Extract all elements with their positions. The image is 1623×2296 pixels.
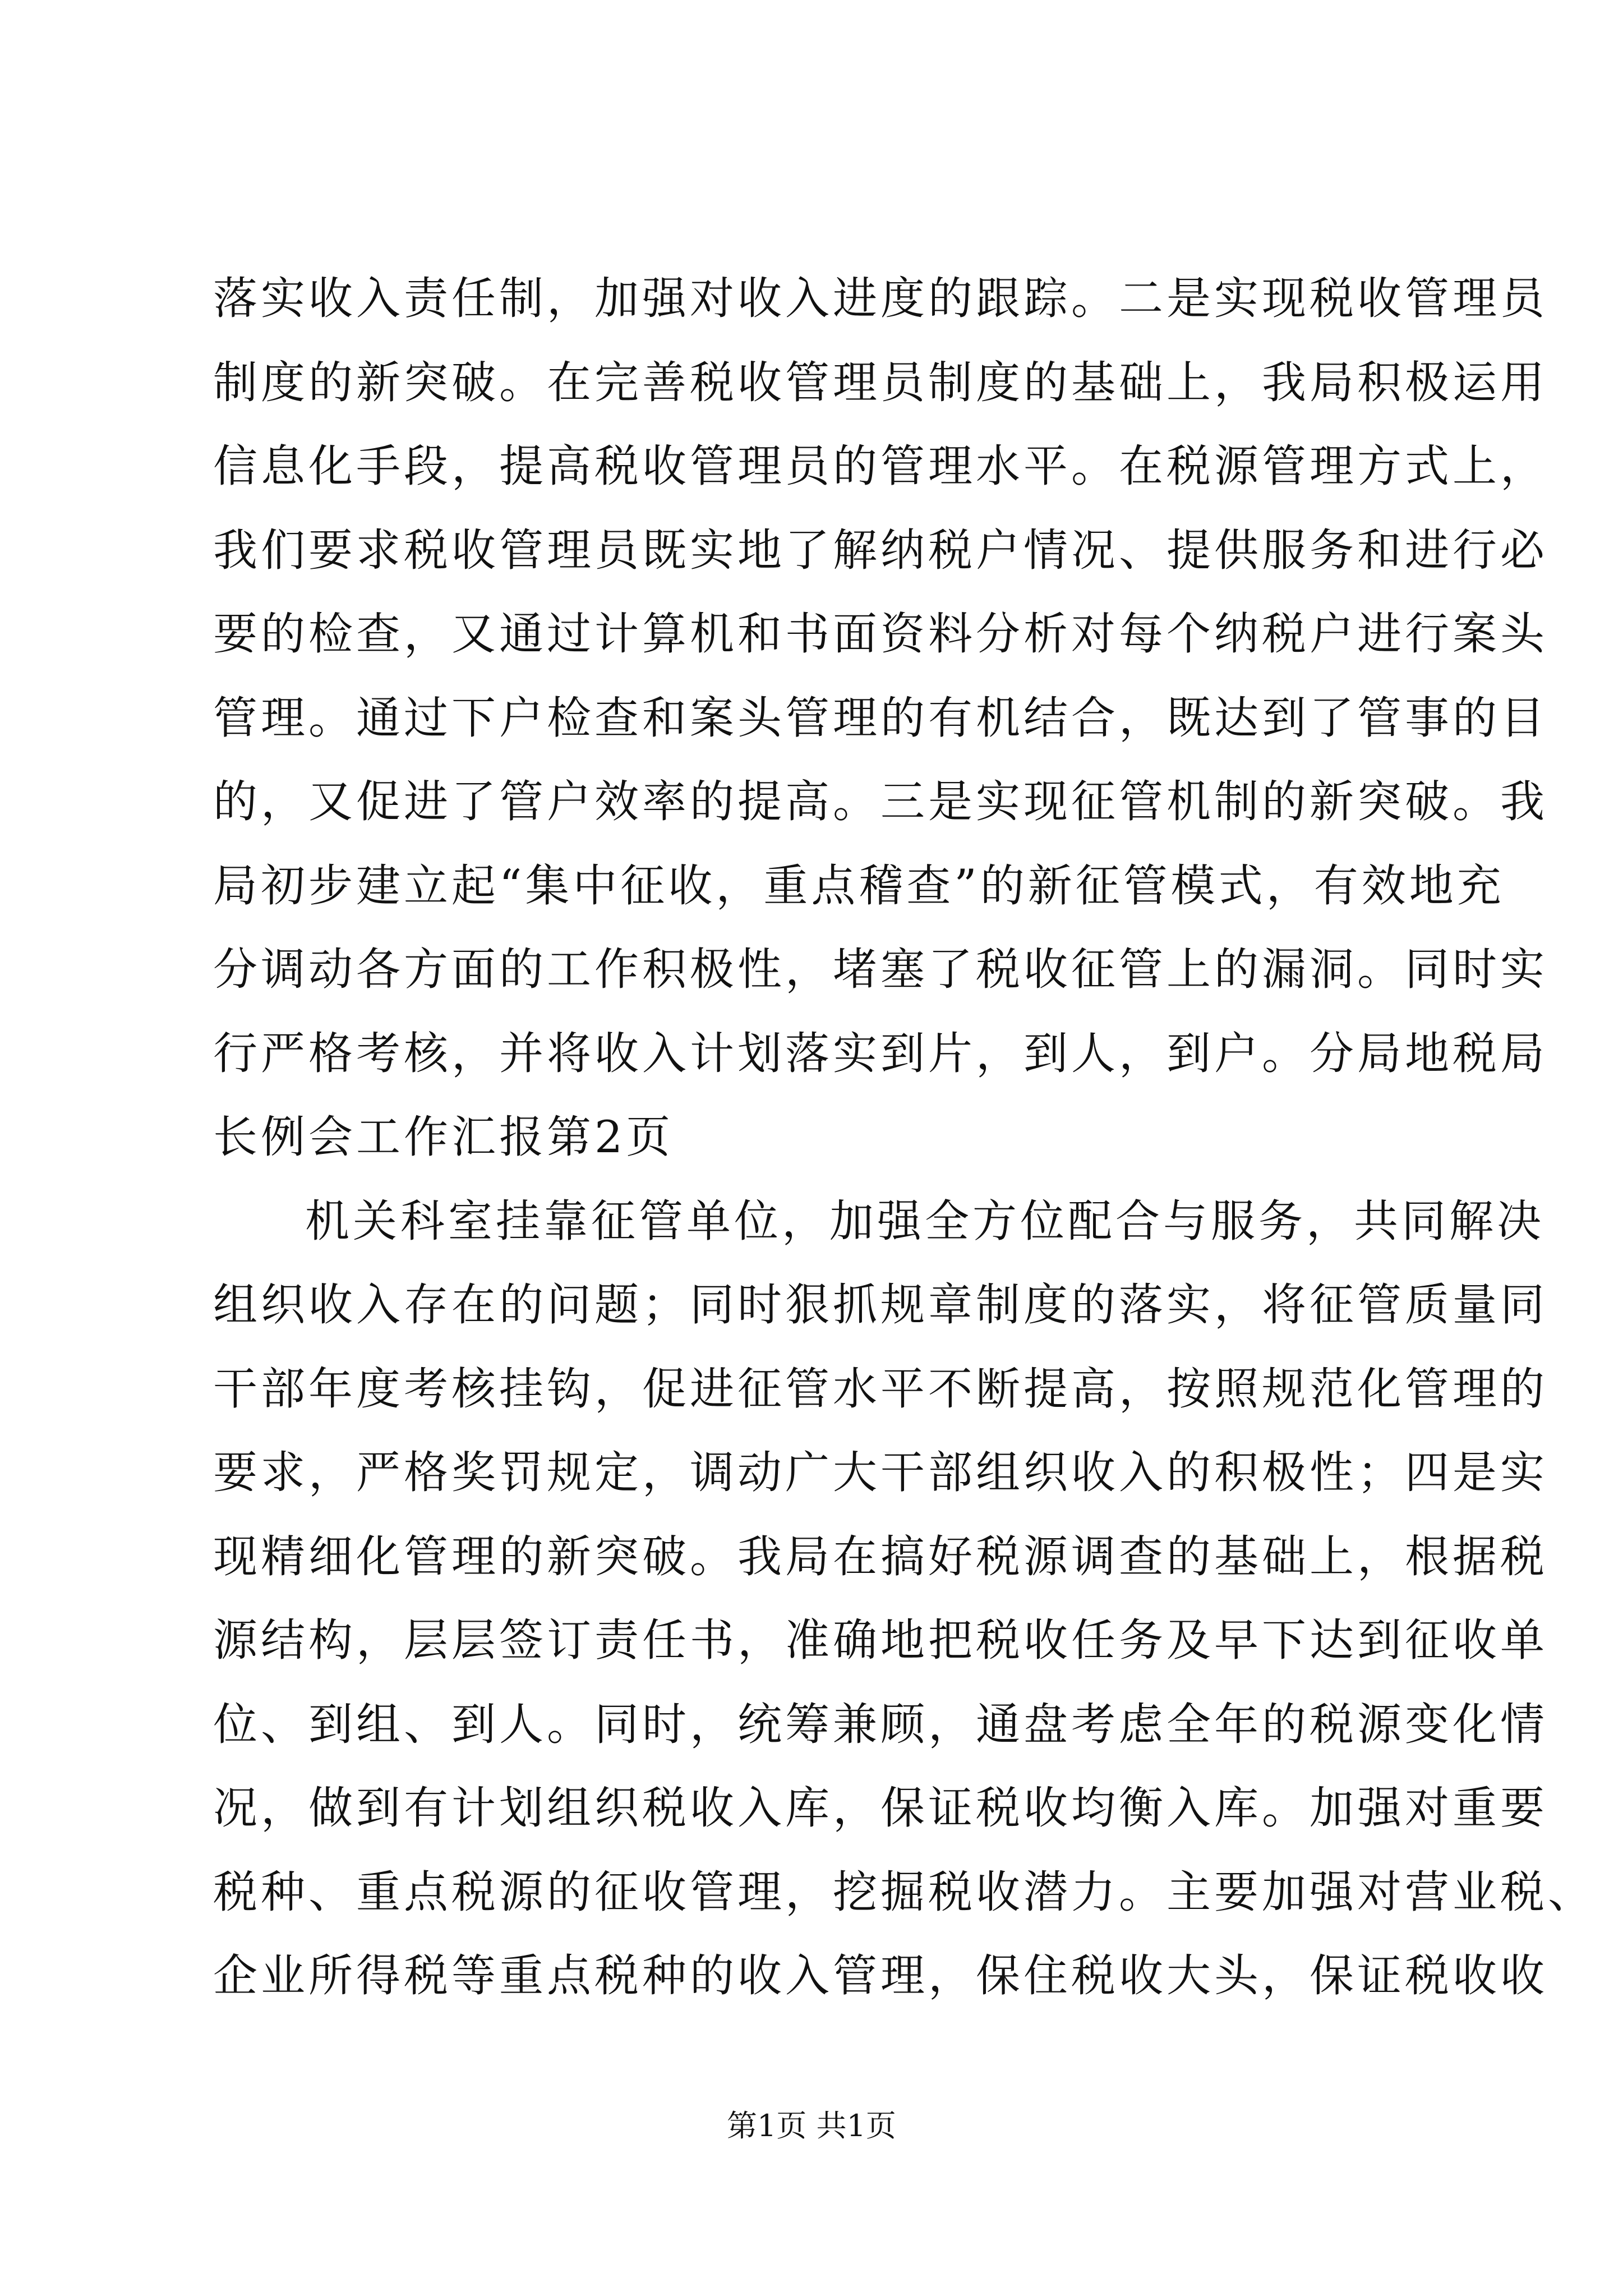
text-line: 源结构，层层签订责任书，准确地把税收任务及早下达到征收单 — [213, 1614, 1548, 1666]
text-line: 制度的新突破。在完善税收管理员制度的基础上，我局积极运用 — [213, 356, 1548, 408]
page-footer: 第1页 共1页 — [727, 2108, 896, 2143]
text-line: 位、到组、到人。同时，统筹兼顾，通盘考虑全年的税源变化情 — [213, 1698, 1548, 1750]
text-line: 落实收入责任制，加强对收入进度的跟踪。二是实现税收管理员 — [213, 273, 1548, 324]
text-line: 的，又促进了管户效率的提高。三是实现征管机制的新突破。我 — [213, 776, 1548, 827]
text-line: 机关科室挂靠征管单位，加强全方位配合与服务，共同解决 — [305, 1195, 1544, 1247]
text-line: 行严格考核，并将收入计划落实到片，到人，到户。分局地税局 — [213, 1027, 1548, 1079]
paragraph-2 — [213, 1180, 1596, 2018]
text-line: 要的检查，又通过计算机和书面资料分析对每个纳税户进行案头 — [213, 608, 1548, 660]
text-line: 分调动各方面的工作积极性，堵塞了税收征管上的漏洞。同时实 — [213, 944, 1548, 995]
text-line: 我们要求税收管理员既实地了解纳税户情况、提供服务和进行必 — [213, 524, 1548, 576]
text-line: 税种、重点税源的征收管理，挖掘税收潜力。主要加强对营业税、 — [213, 1866, 1596, 1918]
body-text — [213, 257, 1596, 2018]
text-line: 现精细化管理的新突破。我局在搞好税源调查的基础上，根据税 — [213, 1530, 1548, 1582]
text-line: 组织收入存在的问题；同时狠抓规章制度的落实，将征管质量同 — [213, 1279, 1548, 1331]
text-line: 局初步建立起“集中征收，重点稽查”的新征管模式，有效地充 — [213, 859, 1505, 912]
text-line: 企业所得税等重点税种的收入管理，保住税收大头，保证税收收 — [213, 1950, 1548, 2001]
text-line: 况，做到有计划组织税收入库，保证税收均衡入库。加强对重要 — [213, 1782, 1548, 1834]
text-line: 干部年度考核挂钩，促进征管水平不断提高，按照规范化管理的 — [213, 1363, 1548, 1415]
text-line: 信息化手段，提高税收管理员的管理水平。在税源管理方式上， — [213, 440, 1548, 492]
paragraph-1 — [213, 257, 1548, 1180]
text-line: 管理。通过下户检查和案头管理的有机结合，既达到了管事的目 — [213, 692, 1548, 744]
text-line: 要求，严格奖罚规定，调动广大干部组织收入的积极性；四是实 — [213, 1447, 1548, 1498]
text-line: 长例会工作汇报第2页 — [213, 1111, 674, 1163]
